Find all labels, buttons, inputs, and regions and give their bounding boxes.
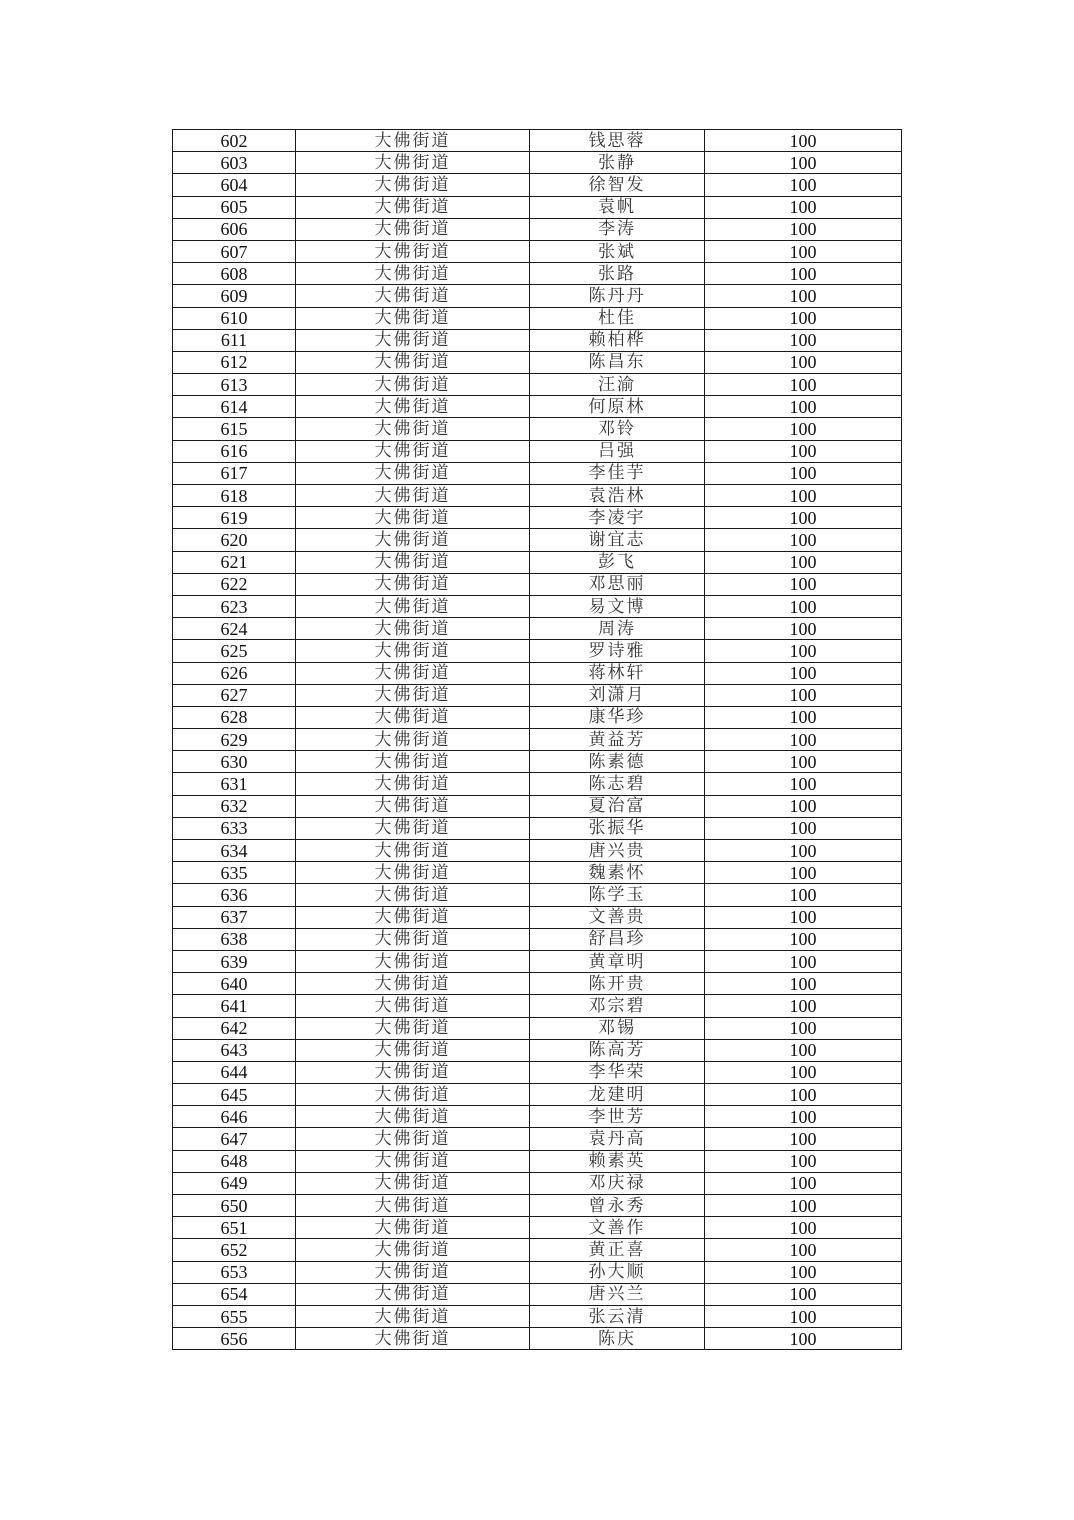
row-number-cell: 602: [173, 130, 296, 152]
subdistrict-cell: 大佛街道: [296, 240, 530, 262]
row-number-cell: 642: [173, 1017, 296, 1039]
person-name-cell: 张斌: [530, 240, 705, 262]
table-row: [173, 618, 902, 640]
table-row: [173, 351, 902, 373]
table-row: [173, 1106, 902, 1128]
table-row: [173, 928, 902, 950]
row-number-cell: 648: [173, 1150, 296, 1172]
row-number-cell: 611: [173, 329, 296, 351]
subdistrict-cell: 大佛街道: [296, 551, 530, 573]
person-name-cell: 魏素怀: [530, 862, 705, 884]
row-number-cell: 609: [173, 285, 296, 307]
person-name-cell: 康华珍: [530, 706, 705, 728]
subdistrict-cell: 大佛街道: [296, 329, 530, 351]
row-number-cell: 621: [173, 551, 296, 573]
row-number-cell: 636: [173, 884, 296, 906]
amount-cell: 100: [705, 995, 902, 1017]
subdistrict-cell: 大佛街道: [296, 263, 530, 285]
amount-cell: 100: [705, 817, 902, 839]
row-number-cell: 615: [173, 418, 296, 440]
amount-cell: 100: [705, 418, 902, 440]
subdistrict-cell: 大佛街道: [296, 285, 530, 307]
subdistrict-cell: 大佛街道: [296, 995, 530, 1017]
roster-table-body: [173, 130, 902, 1350]
amount-cell: 100: [705, 595, 902, 617]
row-number-cell: 644: [173, 1061, 296, 1083]
amount-cell: 100: [705, 1128, 902, 1150]
table-row: [173, 1261, 902, 1283]
row-number-cell: 627: [173, 684, 296, 706]
table-row: [173, 174, 902, 196]
subdistrict-cell: 大佛街道: [296, 817, 530, 839]
subdistrict-cell: 大佛街道: [296, 1061, 530, 1083]
amount-cell: 100: [705, 906, 902, 928]
row-number-cell: 623: [173, 595, 296, 617]
subdistrict-cell: 大佛街道: [296, 351, 530, 373]
row-number-cell: 612: [173, 351, 296, 373]
subdistrict-cell: 大佛街道: [296, 729, 530, 751]
person-name-cell: 陈素德: [530, 751, 705, 773]
amount-cell: 100: [705, 729, 902, 751]
amount-cell: 100: [705, 1328, 902, 1350]
table-row: [173, 795, 902, 817]
table-row: [173, 995, 902, 1017]
row-number-cell: 646: [173, 1106, 296, 1128]
row-number-cell: 603: [173, 152, 296, 174]
row-number-cell: 606: [173, 218, 296, 240]
table-row: [173, 1128, 902, 1150]
subdistrict-cell: 大佛街道: [296, 973, 530, 995]
row-number-cell: 614: [173, 396, 296, 418]
subdistrict-cell: 大佛街道: [296, 507, 530, 529]
amount-cell: 100: [705, 485, 902, 507]
person-name-cell: 徐智发: [530, 174, 705, 196]
subdistrict-cell: 大佛街道: [296, 1328, 530, 1350]
person-name-cell: 陈开贵: [530, 973, 705, 995]
person-name-cell: 邓思丽: [530, 573, 705, 595]
row-number-cell: 619: [173, 507, 296, 529]
table-row: [173, 906, 902, 928]
row-number-cell: 624: [173, 618, 296, 640]
person-name-cell: 钱思蓉: [530, 130, 705, 152]
table-row: [173, 729, 902, 751]
table-row: [173, 551, 902, 573]
subdistrict-cell: 大佛街道: [296, 640, 530, 662]
table-row: [173, 1217, 902, 1239]
amount-cell: 100: [705, 551, 902, 573]
subdistrict-cell: 大佛街道: [296, 1084, 530, 1106]
amount-cell: 100: [705, 396, 902, 418]
amount-cell: 100: [705, 462, 902, 484]
person-name-cell: 刘潇月: [530, 684, 705, 706]
table-row: [173, 440, 902, 462]
subdistrict-cell: 大佛街道: [296, 1039, 530, 1061]
table-row: [173, 595, 902, 617]
row-number-cell: 634: [173, 840, 296, 862]
amount-cell: 100: [705, 1039, 902, 1061]
table-row: [173, 462, 902, 484]
table-row: [173, 573, 902, 595]
subdistrict-cell: 大佛街道: [296, 1217, 530, 1239]
amount-cell: 100: [705, 218, 902, 240]
subdistrict-cell: 大佛街道: [296, 950, 530, 972]
amount-cell: 100: [705, 950, 902, 972]
person-name-cell: 袁帆: [530, 196, 705, 218]
row-number-cell: 608: [173, 263, 296, 285]
subdistrict-cell: 大佛街道: [296, 595, 530, 617]
subdistrict-cell: 大佛街道: [296, 418, 530, 440]
row-number-cell: 628: [173, 706, 296, 728]
row-number-cell: 652: [173, 1239, 296, 1261]
table-row: [173, 1239, 902, 1261]
row-number-cell: 617: [173, 462, 296, 484]
amount-cell: 100: [705, 240, 902, 262]
amount-cell: 100: [705, 862, 902, 884]
row-number-cell: 629: [173, 729, 296, 751]
amount-cell: 100: [705, 973, 902, 995]
person-name-cell: 陈丹丹: [530, 285, 705, 307]
row-number-cell: 635: [173, 862, 296, 884]
amount-cell: 100: [705, 573, 902, 595]
person-name-cell: 袁浩林: [530, 485, 705, 507]
subdistrict-cell: 大佛街道: [296, 795, 530, 817]
person-name-cell: 黄章明: [530, 950, 705, 972]
row-number-cell: 641: [173, 995, 296, 1017]
row-number-cell: 604: [173, 174, 296, 196]
amount-cell: 100: [705, 440, 902, 462]
person-name-cell: 黄正喜: [530, 1239, 705, 1261]
table-row: [173, 396, 902, 418]
row-number-cell: 616: [173, 440, 296, 462]
amount-cell: 100: [705, 1239, 902, 1261]
amount-cell: 100: [705, 1172, 902, 1194]
amount-cell: 100: [705, 1017, 902, 1039]
person-name-cell: 罗诗雅: [530, 640, 705, 662]
table-row: [173, 706, 902, 728]
row-number-cell: 655: [173, 1305, 296, 1327]
person-name-cell: 赖柏桦: [530, 329, 705, 351]
table-row: [173, 840, 902, 862]
row-number-cell: 622: [173, 573, 296, 595]
person-name-cell: 李佳芋: [530, 462, 705, 484]
table-row: [173, 485, 902, 507]
row-number-cell: 607: [173, 240, 296, 262]
table-row: [173, 684, 902, 706]
row-number-cell: 640: [173, 973, 296, 995]
subdistrict-cell: 大佛街道: [296, 440, 530, 462]
amount-cell: 100: [705, 263, 902, 285]
subdistrict-cell: 大佛街道: [296, 218, 530, 240]
amount-cell: 100: [705, 795, 902, 817]
amount-cell: 100: [705, 1195, 902, 1217]
row-number-cell: 645: [173, 1084, 296, 1106]
subdistrict-cell: 大佛街道: [296, 706, 530, 728]
subdistrict-cell: 大佛街道: [296, 662, 530, 684]
row-number-cell: 656: [173, 1328, 296, 1350]
amount-cell: 100: [705, 773, 902, 795]
row-number-cell: 631: [173, 773, 296, 795]
table-row: [173, 1084, 902, 1106]
person-name-cell: 唐兴贵: [530, 840, 705, 862]
table-row: [173, 640, 902, 662]
row-number-cell: 653: [173, 1261, 296, 1283]
person-name-cell: 黄益芳: [530, 729, 705, 751]
row-number-cell: 639: [173, 950, 296, 972]
table-row: [173, 817, 902, 839]
table-row: [173, 1172, 902, 1194]
person-name-cell: 舒昌珍: [530, 928, 705, 950]
subdistrict-cell: 大佛街道: [296, 906, 530, 928]
subdistrict-cell: 大佛街道: [296, 773, 530, 795]
amount-cell: 100: [705, 618, 902, 640]
subdistrict-cell: 大佛街道: [296, 485, 530, 507]
table-row: [173, 751, 902, 773]
person-name-cell: 张路: [530, 263, 705, 285]
amount-cell: 100: [705, 196, 902, 218]
table-row: [173, 884, 902, 906]
subdistrict-cell: 大佛街道: [296, 573, 530, 595]
amount-cell: 100: [705, 529, 902, 551]
amount-cell: 100: [705, 351, 902, 373]
row-number-cell: 638: [173, 928, 296, 950]
table-row: [173, 218, 902, 240]
amount-cell: 100: [705, 840, 902, 862]
amount-cell: 100: [705, 928, 902, 950]
person-name-cell: 文善作: [530, 1217, 705, 1239]
row-number-cell: 613: [173, 374, 296, 396]
table-row: [173, 1039, 902, 1061]
row-number-cell: 630: [173, 751, 296, 773]
subdistrict-cell: 大佛街道: [296, 1195, 530, 1217]
person-name-cell: 陈学玉: [530, 884, 705, 906]
person-name-cell: 文善贵: [530, 906, 705, 928]
subdistrict-cell: 大佛街道: [296, 307, 530, 329]
subdistrict-cell: 大佛街道: [296, 1305, 530, 1327]
amount-cell: 100: [705, 329, 902, 351]
amount-cell: 100: [705, 884, 902, 906]
amount-cell: 100: [705, 374, 902, 396]
person-name-cell: 李涛: [530, 218, 705, 240]
subdistrict-cell: 大佛街道: [296, 684, 530, 706]
subdistrict-cell: 大佛街道: [296, 374, 530, 396]
table-row: [173, 1283, 902, 1305]
person-name-cell: 陈庆: [530, 1328, 705, 1350]
person-name-cell: 周涛: [530, 618, 705, 640]
person-name-cell: 曾永秀: [530, 1195, 705, 1217]
person-name-cell: 何原林: [530, 396, 705, 418]
person-name-cell: 邓铃: [530, 418, 705, 440]
person-name-cell: 彭飞: [530, 551, 705, 573]
subdistrict-cell: 大佛街道: [296, 751, 530, 773]
table-row: [173, 130, 902, 152]
subdistrict-cell: 大佛街道: [296, 884, 530, 906]
person-name-cell: 邓宗碧: [530, 995, 705, 1017]
amount-cell: 100: [705, 706, 902, 728]
row-number-cell: 620: [173, 529, 296, 551]
table-row: [173, 152, 902, 174]
table-row: [173, 973, 902, 995]
amount-cell: 100: [705, 1106, 902, 1128]
table-row: [173, 529, 902, 551]
person-name-cell: 谢宜志: [530, 529, 705, 551]
roster-table: [172, 129, 902, 1350]
row-number-cell: 643: [173, 1039, 296, 1061]
subdistrict-cell: 大佛街道: [296, 1150, 530, 1172]
person-name-cell: 蒋林轩: [530, 662, 705, 684]
table-row: [173, 1017, 902, 1039]
table-row: [173, 196, 902, 218]
row-number-cell: 650: [173, 1195, 296, 1217]
row-number-cell: 651: [173, 1217, 296, 1239]
amount-cell: 100: [705, 640, 902, 662]
subdistrict-cell: 大佛街道: [296, 1106, 530, 1128]
row-number-cell: 654: [173, 1283, 296, 1305]
person-name-cell: 易文博: [530, 595, 705, 617]
person-name-cell: 陈昌东: [530, 351, 705, 373]
subdistrict-cell: 大佛街道: [296, 840, 530, 862]
row-number-cell: 626: [173, 662, 296, 684]
person-name-cell: 李世芳: [530, 1106, 705, 1128]
subdistrict-cell: 大佛街道: [296, 1128, 530, 1150]
table-row: [173, 773, 902, 795]
table-row: [173, 862, 902, 884]
table-row: [173, 263, 902, 285]
table-row: [173, 1328, 902, 1350]
person-name-cell: 赖素英: [530, 1150, 705, 1172]
subdistrict-cell: 大佛街道: [296, 462, 530, 484]
row-number-cell: 649: [173, 1172, 296, 1194]
subdistrict-cell: 大佛街道: [296, 1261, 530, 1283]
row-number-cell: 633: [173, 817, 296, 839]
person-name-cell: 李华荣: [530, 1061, 705, 1083]
amount-cell: 100: [705, 751, 902, 773]
amount-cell: 100: [705, 1283, 902, 1305]
person-name-cell: 邓锡: [530, 1017, 705, 1039]
person-name-cell: 汪渝: [530, 374, 705, 396]
subdistrict-cell: 大佛街道: [296, 1017, 530, 1039]
amount-cell: 100: [705, 174, 902, 196]
row-number-cell: 605: [173, 196, 296, 218]
table-row: [173, 307, 902, 329]
table-row: [173, 950, 902, 972]
person-name-cell: 孙大顺: [530, 1261, 705, 1283]
subdistrict-cell: 大佛街道: [296, 152, 530, 174]
table-row: [173, 240, 902, 262]
person-name-cell: 袁丹高: [530, 1128, 705, 1150]
table-row: [173, 1195, 902, 1217]
subdistrict-cell: 大佛街道: [296, 130, 530, 152]
amount-cell: 100: [705, 1061, 902, 1083]
person-name-cell: 杜佳: [530, 307, 705, 329]
person-name-cell: 张振华: [530, 817, 705, 839]
table-row: [173, 374, 902, 396]
amount-cell: 100: [705, 152, 902, 174]
amount-cell: 100: [705, 307, 902, 329]
amount-cell: 100: [705, 285, 902, 307]
person-name-cell: 吕强: [530, 440, 705, 462]
table-row: [173, 507, 902, 529]
table-row: [173, 329, 902, 351]
amount-cell: 100: [705, 1217, 902, 1239]
subdistrict-cell: 大佛街道: [296, 196, 530, 218]
amount-cell: 100: [705, 507, 902, 529]
amount-cell: 100: [705, 684, 902, 706]
amount-cell: 100: [705, 1150, 902, 1172]
subdistrict-cell: 大佛街道: [296, 1239, 530, 1261]
row-number-cell: 632: [173, 795, 296, 817]
subdistrict-cell: 大佛街道: [296, 396, 530, 418]
amount-cell: 100: [705, 1261, 902, 1283]
person-name-cell: 唐兴兰: [530, 1283, 705, 1305]
row-number-cell: 625: [173, 640, 296, 662]
subdistrict-cell: 大佛街道: [296, 1283, 530, 1305]
table-row: [173, 285, 902, 307]
amount-cell: 100: [705, 662, 902, 684]
table-row: [173, 1305, 902, 1327]
person-name-cell: 张云清: [530, 1305, 705, 1327]
subdistrict-cell: 大佛街道: [296, 529, 530, 551]
person-name-cell: 邓庆禄: [530, 1172, 705, 1194]
amount-cell: 100: [705, 1305, 902, 1327]
table-row: [173, 418, 902, 440]
subdistrict-cell: 大佛街道: [296, 862, 530, 884]
table-row: [173, 1150, 902, 1172]
table-row: [173, 662, 902, 684]
row-number-cell: 637: [173, 906, 296, 928]
amount-cell: 100: [705, 130, 902, 152]
subdistrict-cell: 大佛街道: [296, 174, 530, 196]
person-name-cell: 夏治富: [530, 795, 705, 817]
subdistrict-cell: 大佛街道: [296, 618, 530, 640]
person-name-cell: 李凌宇: [530, 507, 705, 529]
person-name-cell: 龙建明: [530, 1084, 705, 1106]
person-name-cell: 陈高芳: [530, 1039, 705, 1061]
row-number-cell: 610: [173, 307, 296, 329]
amount-cell: 100: [705, 1084, 902, 1106]
subdistrict-cell: 大佛街道: [296, 928, 530, 950]
table-row: [173, 1061, 902, 1083]
subdistrict-cell: 大佛街道: [296, 1172, 530, 1194]
person-name-cell: 张静: [530, 152, 705, 174]
row-number-cell: 618: [173, 485, 296, 507]
person-name-cell: 陈志碧: [530, 773, 705, 795]
row-number-cell: 647: [173, 1128, 296, 1150]
